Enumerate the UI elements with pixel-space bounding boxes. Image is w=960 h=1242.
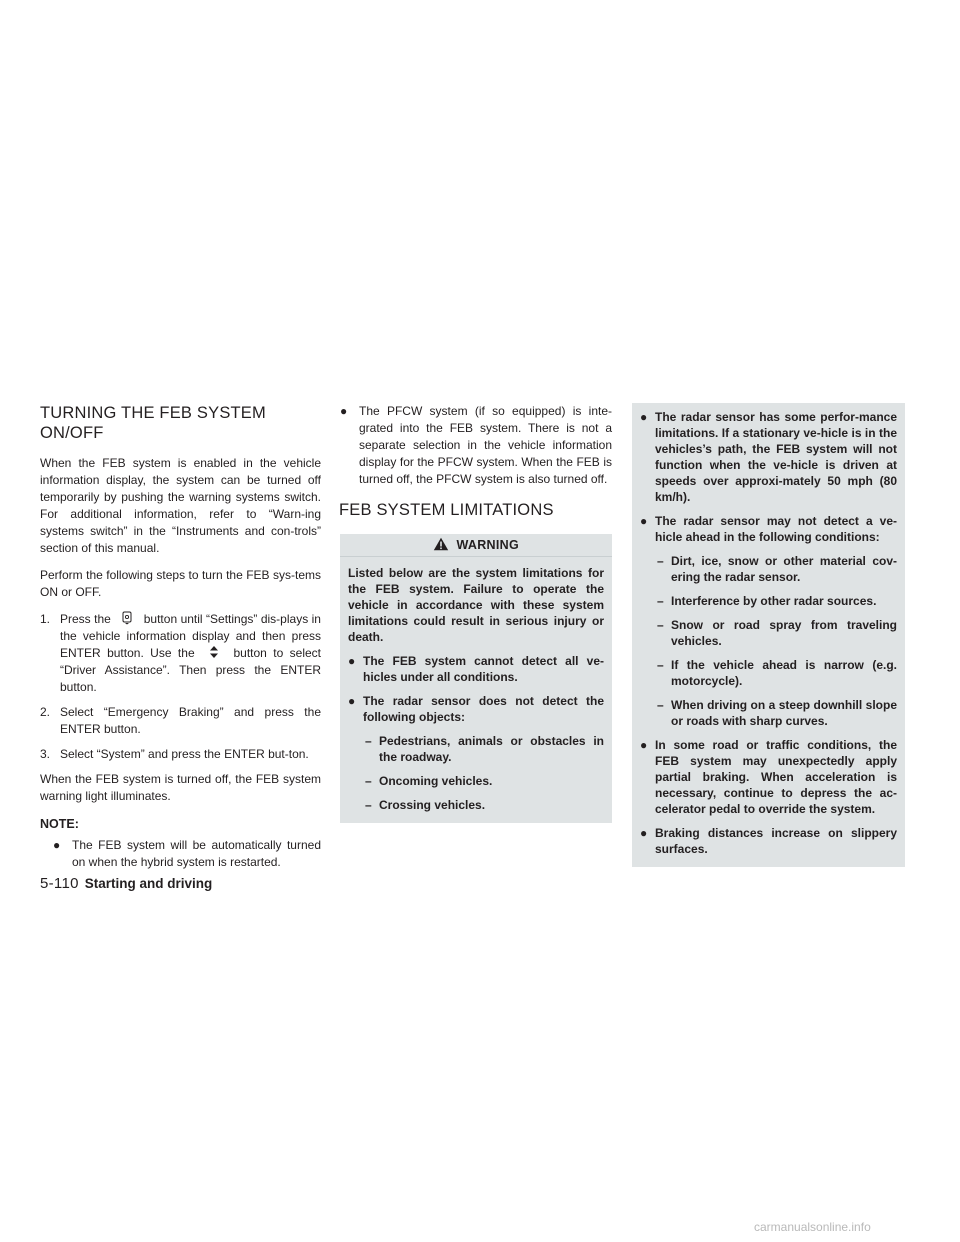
step-3-text: Select “System” and press the ENTER but-ton. xyxy=(60,747,309,761)
bullet-glyph: ● xyxy=(348,694,356,708)
warning-bullet-3 xyxy=(640,409,897,505)
settings-button-icon xyxy=(120,611,134,625)
warning-bullet-5 xyxy=(640,737,897,817)
bullet-glyph: ● xyxy=(53,838,61,852)
sub-item-text: Interference by other radar sources. xyxy=(671,594,877,608)
section-heading-limitations: FEB SYSTEM LIMITATIONS xyxy=(339,501,554,519)
step-1 xyxy=(40,611,321,696)
note-text: The FEB system will be automatically turned on when the hybrid system is restarted. xyxy=(72,838,321,869)
up-down-arrow-icon xyxy=(207,645,221,659)
step-3 xyxy=(40,746,321,763)
paragraph-turned-off: When the FEB system is turned off, the FEB system warning light illuminates. xyxy=(40,772,321,803)
sub-item-text: Pedestrians, animals or obstacles in the roadway. xyxy=(379,734,604,764)
dash-glyph: – xyxy=(365,798,372,812)
step-number: 2. xyxy=(40,705,51,719)
warning-bullet-4 xyxy=(640,513,897,545)
bullet-glyph: ● xyxy=(640,514,648,528)
sub-item-text: When driving on a steep downhill slope or roads with sharp curves. xyxy=(671,698,897,728)
warning-bullet-text: The radar sensor may not detect a ve-hicle ahead in the following conditions: xyxy=(655,514,897,544)
warning-header xyxy=(340,534,612,557)
warning-triangle-icon xyxy=(433,537,449,551)
step-2 xyxy=(40,704,321,738)
warning-sub-item xyxy=(640,553,897,585)
warning-sub-item xyxy=(348,733,604,765)
bullet-glyph: ● xyxy=(348,654,356,668)
warning-sub-item xyxy=(348,773,604,789)
step-1-text-b: button until “Settings” dis-plays in the vehicle information display and then press ENTER button. Use the xyxy=(60,612,321,660)
column-2 xyxy=(340,403,612,823)
step-number: 1. xyxy=(40,612,51,626)
warning-sub-item xyxy=(640,697,897,729)
warning-label: WARNING xyxy=(456,538,519,552)
warning-intro: Listed below are the system limitations for the FEB system. Failure to operate the vehicle in accordance with these system limitations could result in serious injury or death. xyxy=(348,566,604,644)
warning-bullet-text: The FEB system cannot detect all ve-hicles under all conditions. xyxy=(363,654,604,684)
warning-box-continued xyxy=(632,403,905,867)
note-bullet xyxy=(53,837,321,871)
dash-glyph: – xyxy=(657,658,664,672)
dash-glyph: – xyxy=(365,774,372,788)
section-heading-turning-feb: TURNING THE FEB SYSTEM ON/OFF xyxy=(40,404,266,442)
warning-sub-item xyxy=(640,657,897,689)
pfcw-text: The PFCW system (if so equipped) is inte-grated into the FEB system. There is not a separate selection in the vehicle information display for the PFCW system. When the FEB is turned off, the PFCW system is also turned off. xyxy=(359,404,612,486)
column-1 xyxy=(40,403,321,871)
dash-glyph: – xyxy=(365,734,372,748)
warning-bullet-text: The radar sensor has some perfor-mance limitations. If a stationary ve-hicle is in the vehicles’s path, the FEB system will not function when the ve-hicle is driven at speeds over approxi-mately 50 mph (80 km/h). xyxy=(655,410,897,504)
bullet-glyph: ● xyxy=(640,738,648,752)
sub-item-text: Snow or road spray from traveling vehicles. xyxy=(671,618,897,648)
dash-glyph: – xyxy=(657,594,664,608)
warning-bullet-6 xyxy=(640,825,897,857)
column-3 xyxy=(632,403,905,867)
dash-glyph: – xyxy=(657,698,664,712)
warning-bullet-text: In some road or traffic conditions, the FEB system may unexpectedly apply partial braking. When acceleration is necessary, continue to depress the ac-celerator pedal to override the system. xyxy=(655,738,897,816)
watermark: carmanualsonline.info xyxy=(754,1220,871,1234)
page-footer xyxy=(40,875,212,892)
warning-box xyxy=(340,534,612,823)
bullet-glyph: ● xyxy=(640,410,648,424)
warning-bullet-2 xyxy=(348,693,604,725)
sub-item-text: If the vehicle ahead is narrow (e.g. motorcycle). xyxy=(671,658,897,688)
bullet-glyph: ● xyxy=(340,404,348,418)
step-number: 3. xyxy=(40,747,51,761)
dash-glyph: – xyxy=(657,618,664,632)
step-1-text-a: Press the xyxy=(60,612,111,626)
warning-sub-item xyxy=(640,617,897,649)
section-name: Starting and driving xyxy=(84,876,213,891)
bullet-glyph: ● xyxy=(640,826,648,840)
note-label: NOTE: xyxy=(40,817,79,831)
warning-bullet-1 xyxy=(348,653,604,685)
warning-bullet-text: The radar sensor does not detect the following objects: xyxy=(363,694,604,724)
step-1-text-c: button to select “Driver Assistance”. Then press the ENTER button. xyxy=(60,646,322,694)
step-2-text: Select “Emergency Braking” and press the ENTER button. xyxy=(60,705,321,736)
page-number: 5-110 xyxy=(40,875,79,892)
pfcw-bullet xyxy=(340,403,612,488)
paragraph-steps-intro: Perform the following steps to turn the FEB sys-tems ON or OFF. xyxy=(40,568,321,599)
warning-sub-item xyxy=(640,593,897,609)
warning-sub-item xyxy=(348,797,604,813)
sub-item-text: Crossing vehicles. xyxy=(379,798,486,812)
paragraph-enable-info: When the FEB system is enabled in the vehicle information display, the system can be turned off temporarily by pushing the warning systems switch. For additional information, refer to “Warn-ing systems switch” in the “Instruments and con-trols” section of this manual. xyxy=(40,456,321,555)
warning-bullet-text: Braking distances increase on slippery surfaces. xyxy=(655,826,897,856)
sub-item-text: Dirt, ice, snow or other material cov-ering the radar sensor. xyxy=(671,554,897,584)
dash-glyph: – xyxy=(657,554,664,568)
sub-item-text: Oncoming vehicles. xyxy=(379,774,493,788)
